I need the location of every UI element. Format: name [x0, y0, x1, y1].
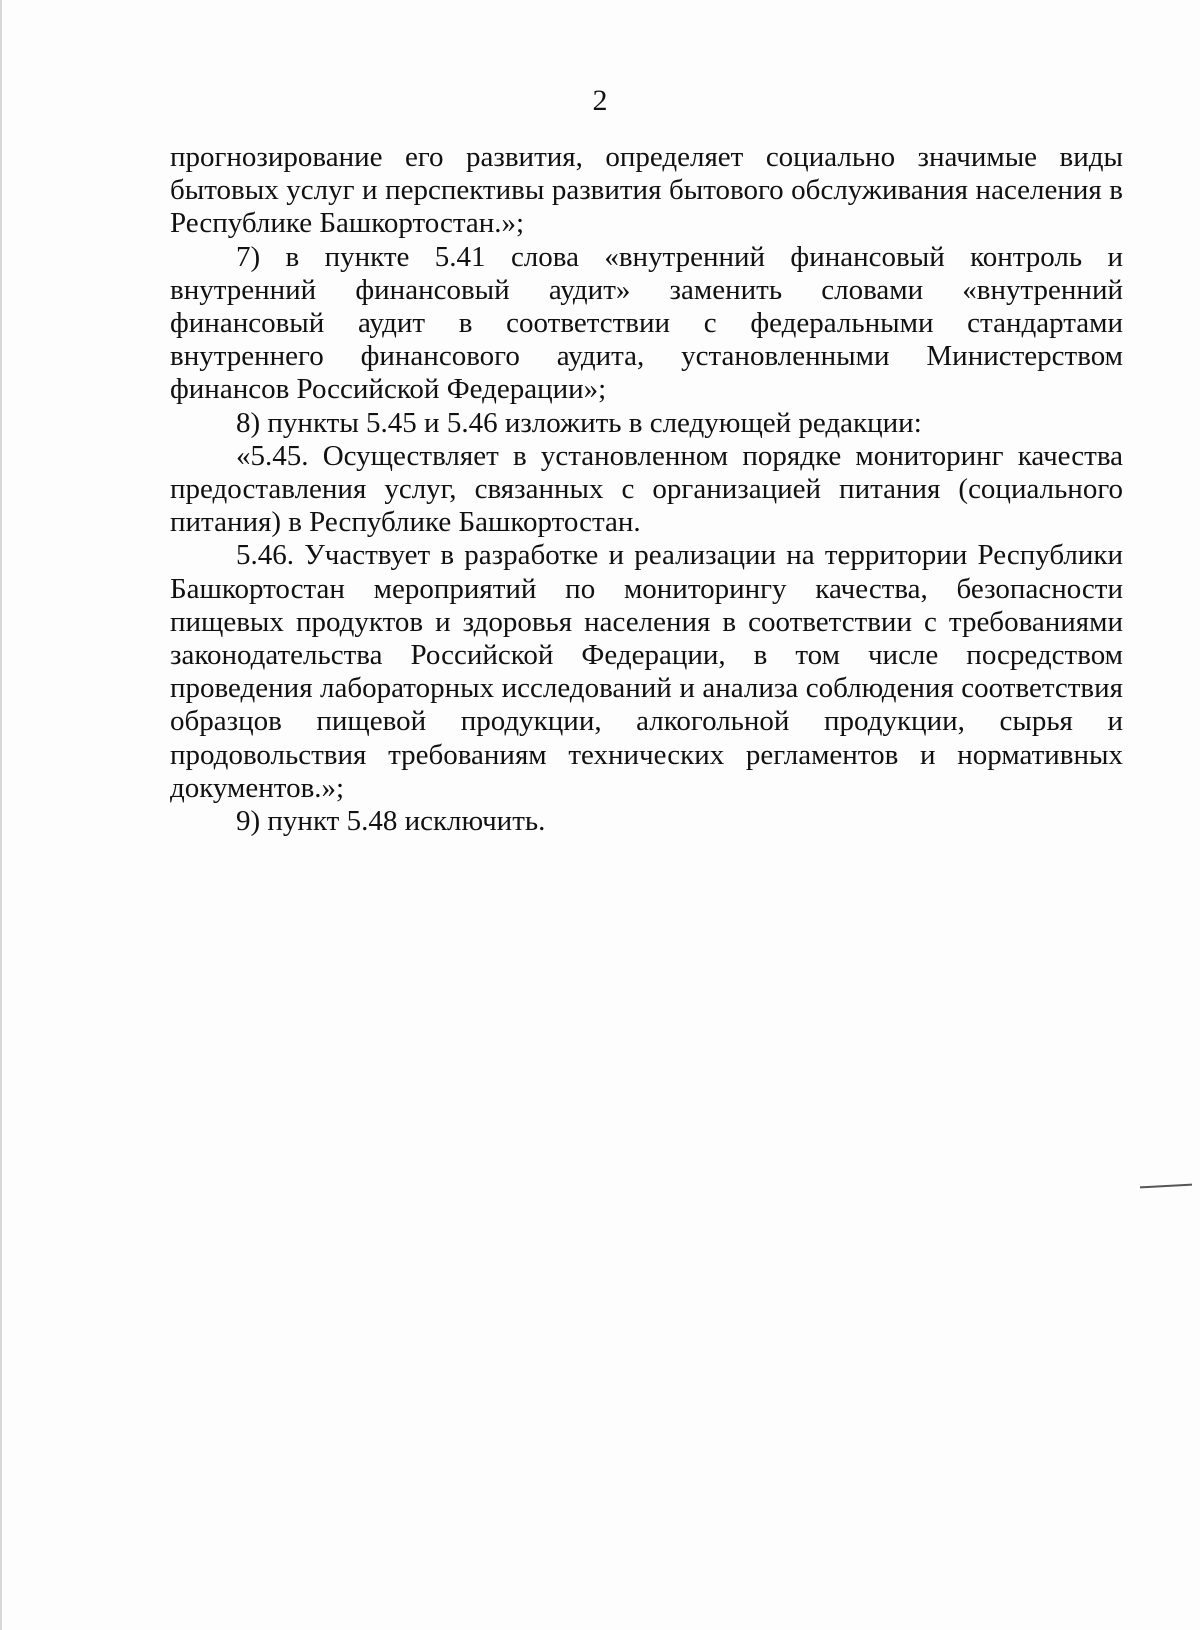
document-body [170, 141, 1123, 838]
paragraph-item-7: 7) в пункте 5.41 слова «внутренний финансовый контроль и внутренний финансовый аудит» заменить словами «внутренний финансовый аудит в соответствии с федеральными стандартами внутреннего финансового аудита, установленными Министерством финансов Российской Федерации»; [170, 240, 1123, 406]
scan-artifact-mark [1140, 1184, 1192, 1189]
paragraph-continuation: прогнозирование его развития, определяет социально значимые виды бытовых услуг и перспективы развития бытового обслуживания населения в Республике Башкортостан.»; [170, 141, 1123, 240]
paragraph-item-8: 8) пункты 5.45 и 5.46 изложить в следующей редакции: [236, 406, 922, 439]
paragraph-clause-5-45: «5.45. Осуществляет в установленном порядке мониторинг качества предоставления услуг, связанных с организацией питания (социального питания) в Республике Башкортостан. [170, 439, 1123, 539]
paragraph-item-9: 9) пункт 5.48 исключить. [236, 805, 546, 838]
paragraph-clause-5-46: 5.46. Участвует в разработке и реализации на территории Республики Башкортостан мероприятий по мониторингу качества, безопасности пищевых продуктов и здоровья населения в соответствии с требованиями законодательства Российской Федерации, в том числе посредством проведения лабораторных исследований и анализа соблюдения соответствия образцов пищевой продукции, алкогольной продукции, сырья и продовольствия требованиям технических регламентов и нормативных документов.»; [170, 539, 1123, 804]
page-number: 2 [592, 84, 608, 117]
scan-left-edge [0, 0, 2, 1630]
